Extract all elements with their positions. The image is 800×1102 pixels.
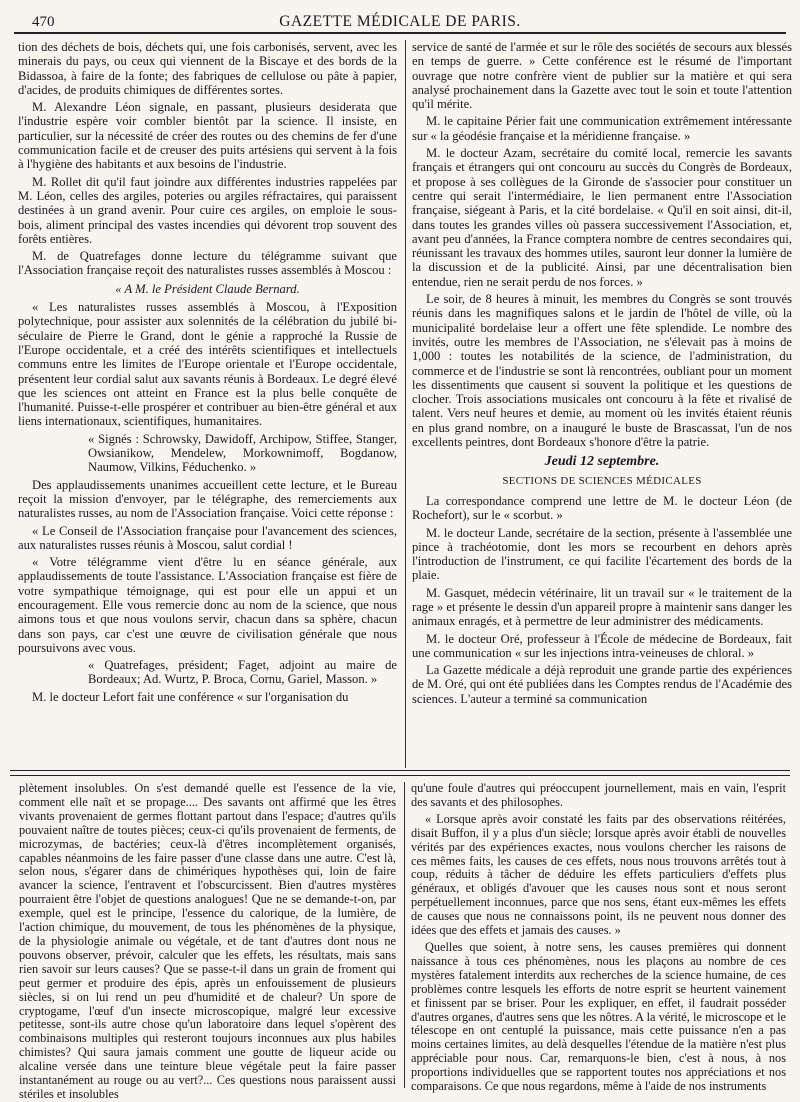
- telegram-salutation: « A M. le Président Claude Bernard.: [115, 281, 300, 296]
- paragraph: M. de Quatrefages donne lecture du télégramme suivant que l'Association française reçoit des naturalistes russes assemblés à Moscou :: [18, 249, 397, 278]
- page-title: GAZETTE MÉDICALE DE PARIS.: [279, 13, 521, 30]
- paragraph: M. le docteur Oré, professeur à l'École de médecine de Bordeaux, fait une communication « sur les injections intra-veineuses de chloral. »: [412, 631, 792, 660]
- top-section: [14, 40, 792, 768]
- column-divider: [405, 40, 406, 768]
- signatures: « Signés : Schrowsky, Dawidoff, Archipow, Stiffee, Stanger, Owsianikow, Mendelew, Morkownimoff, Bogdanow, Naumow, Vilkins, Féduchenko. »: [88, 431, 397, 475]
- column-2: [412, 40, 792, 768]
- column-1: [18, 40, 397, 768]
- section-heading: SECTIONS DE SCIENCES MÉDICALES: [502, 474, 702, 487]
- paragraph: La correspondance comprend une lettre de M. le docteur Léon (de Rochefort), sur le « scorbut. »: [412, 493, 792, 523]
- paragraph: M. Rollet dit qu'il faut joindre aux différentes industries rappelées par M. Léon, celles des argiles, poteries ou argiles réfractaires, qui paraissent destinées à un grand avenir. Pour cuire ces argiles, on emploie le sous-bois, aliment principal des vastes incendies qui dévorent trop souvent des forêts entières.: [18, 174, 397, 246]
- paragraph: « Le Conseil de l'Association française pour l'avancement des sciences, aux naturalistes russes réunis à Moscou, salut cordial !: [18, 523, 397, 552]
- paragraph: Le soir, de 8 heures à minuit, les membres du Congrès se sont trouvés réunis dans les magnifiques salons et le jardin de l'hôtel de ville, où la municipalité bordelaise leur a offert une fête splendide. Le nombre des invités, outre les membres de l'Association, ne s'élevait pas à moins de 1,000 : toutes les notabilités de la science, de l'administration, du commerce et de l'industrie se sont là rencontrées, oubliant pour un moment les dissentiments que causent si souvent la politique et les questions de clocher. Trois associations musicales ont concouru à la fête et rivalisé de talent. Vers neuf heures et demie, au moment où les invités étaient réunis en plus grand nombre, on a inauguré le buste de Brascassat, l'un de nos excellents peintres, dont Bordeaux s'honore d'être la patrie.: [412, 292, 792, 450]
- date-heading: Jeudi 12 septembre.: [544, 454, 660, 470]
- page-header: [14, 8, 786, 34]
- paragraph: tion des déchets de bois, déchets qui, une fois carbonisés, servent, avec les minerais du pays, ou ceux qui viennent de la Biscaye et des bords de la Bidassoa, à faire de la fonte; des fabriques de cellulose ou pâte à papier, d'acides, de produits chimiques de différentes sortes.: [18, 40, 397, 97]
- paragraph: La Gazette médicale a déjà reproduit une grande partie des expériences de M. Oré, qui ont été publiées dans les Comptes rendus de l'Académie des sciences. L'auteur a terminé sa communication: [412, 663, 792, 706]
- paragraph: plètement insolubles. On s'est demandé quelle est l'essence de la vie, comment elle naît et se propage.... Des savants ont affirmé que les êtres vivants provenaient de germes flottant partout dans l'espace; d'autres qu'ils pouvaient naître de toutes pièces; ceux-ci qu'ils provenaient de ferments, de microzymas, de bactéries; ceux-là d'êtres incomplètement organisés, capables néanmoins de les faire passer d'une classe dans une autre. C'est là, selon nous, s'égarer dans de chimériques hypothèses qui, loin de faire avancer la science, l'entravent et l'obscurcissent. Bien d'autres mystères pourraient être l'objet de questions analogues! Que ne se demande-t-on, par exemple, quel est le principe, l'essence du calorique, de la lumière, de l'action chimique, du mouvement, de tous les phénomènes de la physique, de la physiologie animale ou végétale, et de tant d'autres dont nous ne pouvons observer, prévoir, calculer que les effets, les résultats, mais sans rien savoir sur leurs causes? Que se passe-t-il dans un grain de froment qui peut germer et produire des épis, après un enfouissement de plusieurs siècles, si on lui rend un peu d'humidité et de chaleur? Un spore de cryptogame, l'œuf d'un insecte microscopique, malgré leur excessive petitesse, sont-ils autre chose qu'un laboratoire dans lequel s'opèrent des combinaisons multiples qui resteront toujours inconnues aux plus habiles chimistes? Qui saura jamais comment une goutte de liqueur acide ou alcaline versée dans une teinture bleue végétale peut la faire passer instantanément au rouge ou au vert?... Ces questions nous paraissent aussi stériles et insolubles: [19, 781, 396, 1101]
- page-number: 470: [32, 14, 55, 30]
- paragraph: « Votre télégramme vient d'être lu en séance générale, aux applaudissements de toute l'assistance. L'Association française est fière de votre sympathique témoignage, qui est pour elle un appui et un encouragement. Elle vous remercie donc au nom de la science, que nous aimons tous et que nous voulons servir, chacun dans sa sphère, chacun dans son pays, car c'est une œuvre de civilisation générale que nous poursuivons avec vous.: [18, 555, 397, 655]
- paragraph: « Lorsque après avoir constaté les faits par des observations réitérées, disait Buffon, il y a plus d'un siècle; lorsque après avoir établi de nouvelles vérités par des expériences exactes, nous voulons chercher les raisons de ces mêmes faits, les causes de ces effets, nous nous trouvons arrêtés tout à coup, réduits à tâcher de déduire les effets particuliers d'effets plus généraux, et obligés d'avouer que les causes nous sont et nous seront perpétuellement inconnues, parce que nos sens, étant eux-mêmes les effets de causes que nous ne connaissons point, ils ne peuvent nous donner des idées que des effets et jamais des causes. »: [411, 811, 786, 938]
- column-divider: [404, 782, 405, 1088]
- section-separator: [10, 770, 790, 776]
- signatures: « Quatrefages, président; Faget, adjoint au maire de Bordeaux; Ad. Wurtz, P. Broca, Cornu, Gariel, Masson. »: [88, 658, 397, 687]
- column-4: [411, 781, 786, 1094]
- paragraph: M. le docteur Lande, secrétaire de la section, présente à l'assemblée une pince à trachéotomie, dont les mors se recourbent en dehors après l'introduction de l'instrument, ce qui facilite l'écartement des bords de la plaie.: [412, 525, 792, 583]
- feuilleton-section: [14, 781, 786, 1101]
- paragraph: M. Gasquet, médecin vétérinaire, lit un travail sur « le traitement de la rage » et présente le dessin d'un appareil propre à maintenir sans danger les animaux enragés, et à permettre de leur administrer des médicaments.: [412, 585, 792, 629]
- paragraph: M. le docteur Azam, secrétaire du comité local, remercie les savants français et étrangers qui ont concouru au succès du Congrès de Bordeaux, et propose à ses collègues de la Gironde de s'associer pour constituer un centre qui serait l'intermédiaire, le lien permanent entre l'Association française, siégeant à Paris, et la cité bordelaise. « Qu'il en soit ainsi, dit-il, dans toutes les grandes villes où passera successivement l'Association, et, avant peu d'années, la France comptera nombre de centres secondaires qui, réunissant les travaux des hommes utiles, sauront leur donner la lumière de la discussion et de la publicité. Ainsi, par une décentralisation bien entendue, rien ne serait perdu de nos forces. »: [412, 146, 792, 289]
- paragraph: Des applaudissements unanimes accueillent cette lecture, et le Bureau reçoit la mission d'envoyer, par le télégraphe, des remerciements aux naturalistes russes, au nom de l'Association française. Voici cette réponse :: [18, 477, 397, 521]
- paragraph: M. Alexandre Léon signale, en passant, plusieurs desiderata que l'industrie espère voir combler bientôt par la science. Il insiste, en particulier, sur la nécessité de créer des routes ou des chemins de fer d'une communication facile et de creuser des puits artésiens qui servent à la fois à l'hygiène des habitants et aux besoins de l'industrie.: [18, 100, 397, 172]
- paragraph: qu'une foule d'autres qui préoccupent journellement, mais en vain, l'esprit des savants et des philosophes.: [411, 781, 786, 809]
- column-3: [19, 781, 396, 1101]
- paragraph: « Les naturalistes russes assemblés à Moscou, à l'Exposition polytechnique, pour assister aux solennités de la célébration du jubilé bi-séculaire de Pierre le Grand, dont le génie a rapproché la Russie de l'Europe occidentale, et a créé des intérêts scientifiques et intellectuels communs entre les limites de l'Europe orientale et l'Europe occidentale, présentent leur cordial salut aux savants réunis à Bordeaux. Le degré élevé que les sciences ont atteint en France est la plus belle conquête de l'humanité. Puisse-t-elle prospérer et contribuer au bien-être général et aux liens internationaux, scientifiques, humanitaires.: [18, 300, 397, 429]
- paragraph: service de santé de l'armée et sur le rôle des sociétés de secours aux blessés en temps de guerre. » Cette conférence est le résumé de l'important ouvrage que notre confrère vient de publier sur la matière et qui sera analysé prochainement dans la Gazette avec tout le soin et toute l'attention qu'il mérite.: [412, 40, 792, 112]
- paragraph: M. le docteur Lefort fait une conférence « sur l'organisation du: [32, 689, 349, 704]
- paragraph: Quelles que soient, à notre sens, les causes premières qui donnent naissance à tous ces phénomènes, nous les plaçons au nombre de ces mystères fatalement interdits aux recherches de la science humaine, de ces problèmes contre lesquels les efforts de notre esprit se heurtent vainement et finissent par se briser. Pour les expliquer, en effet, il faudrait posséder d'autres organes, d'autres sens que les nôtres. A la vérité, le microscope et le télescope en ont centuplé la puissance, mais cette puissance n'en a pas moins certaines limites, au delà desquelles l'étendue de la matière n'est plus appréciable pour nous. Car, remarquons-le bien, c'est à nous, à nos proportions individuelles que se rapportent toutes nos appréciations et nos comparaisons. Ce que nous regardons, même à l'aide de nos instruments: [411, 939, 786, 1094]
- paragraph: M. le capitaine Périer fait une communication extrêmement intéressante sur « la géodésie française et la méridienne française. »: [412, 114, 792, 143]
